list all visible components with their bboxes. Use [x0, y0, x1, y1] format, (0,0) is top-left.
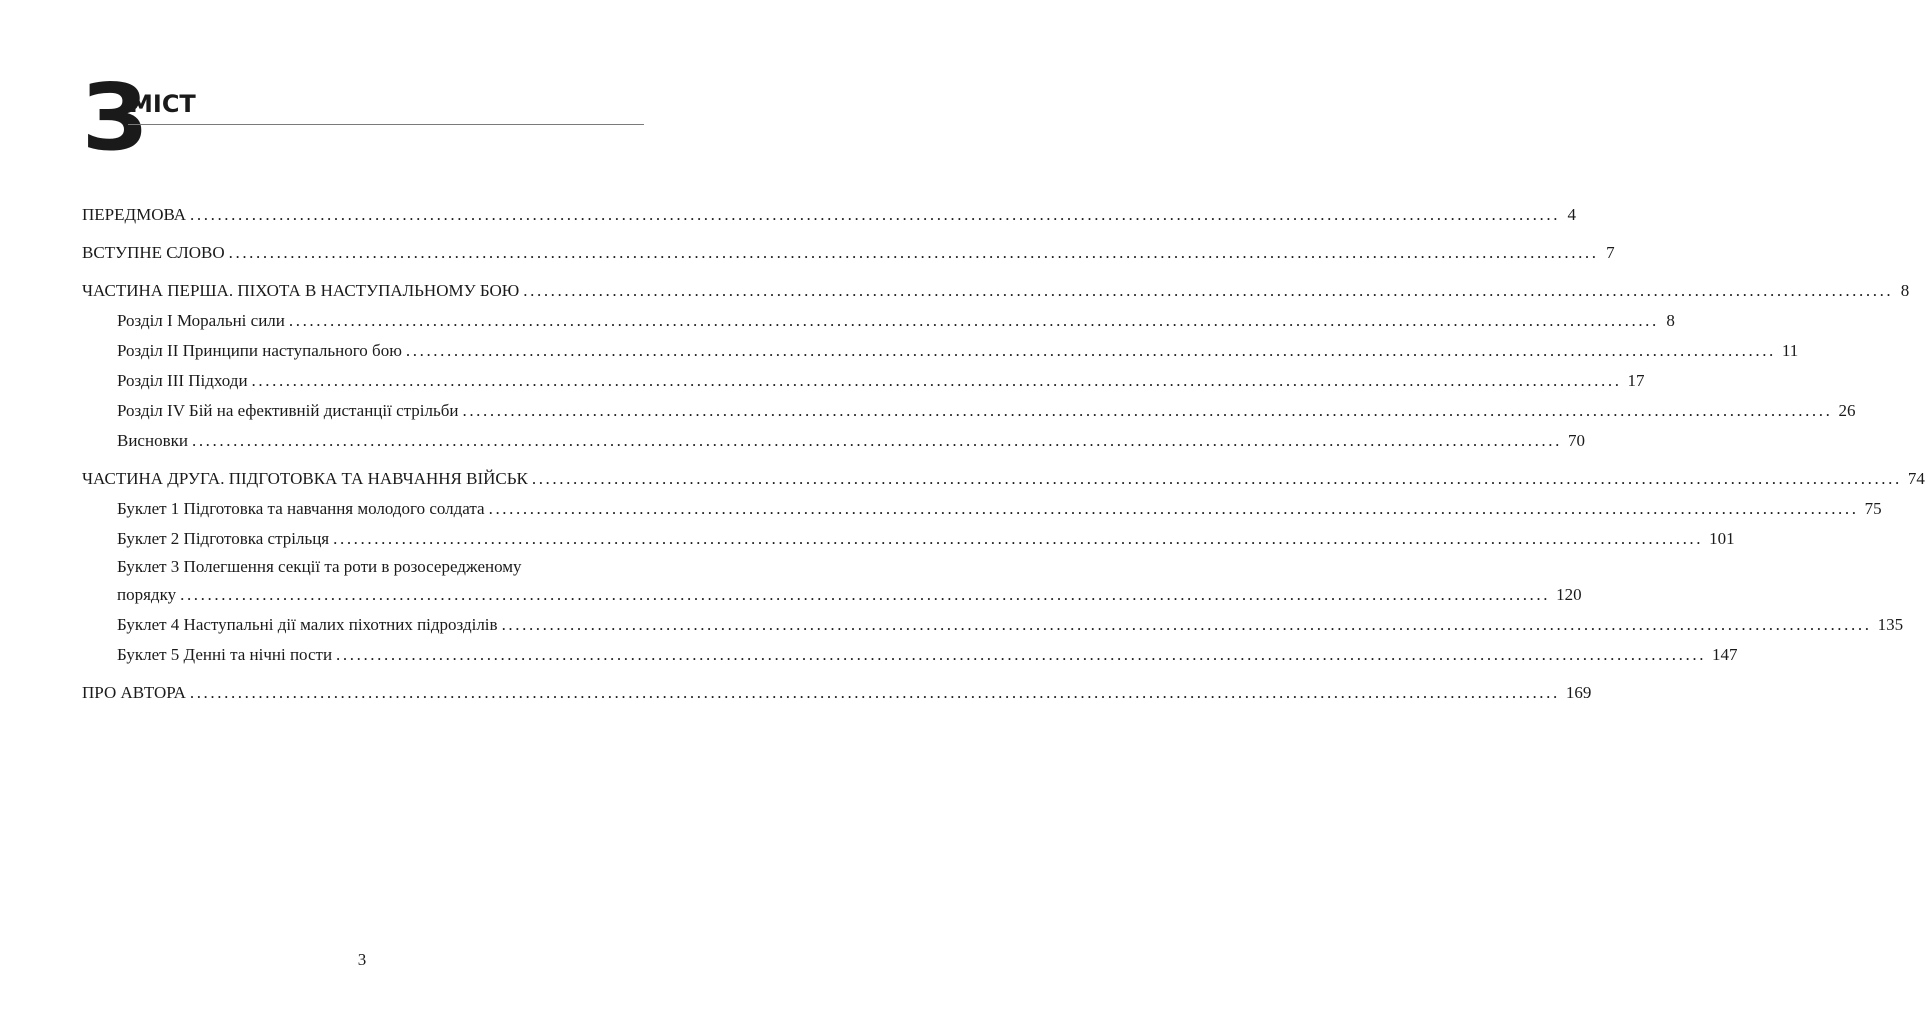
- toc-entry-title: Буклет 4 Наступальні дії малих піхотних підрозділів: [117, 615, 498, 634]
- page-number: 3: [357, 950, 367, 969]
- toc-heading: [82, 64, 644, 171]
- toc-entry-title: Буклет 5 Денні та нічні пости: [117, 645, 333, 664]
- table-of-contents: [82, 200, 1925, 708]
- dot-leader: ........................................................................................................................................................................................................: [288, 311, 1659, 330]
- toc-entry-page: 4: [1567, 205, 1577, 224]
- dot-leader: ........................................................................................................................................................................................................: [405, 341, 1776, 360]
- toc-entry-title: Буклет 1 Підготовка та навчання молодого солдата: [117, 499, 485, 518]
- toc-entry-page: 169: [1565, 683, 1592, 702]
- dot-leader: ........................................................................................................................................................................................................: [180, 585, 1551, 604]
- toc-entry-title: ПЕРЕДМОВА: [82, 205, 187, 224]
- toc-entry-chapter-4[interactable]: [82, 396, 1856, 426]
- dot-leader: ........................................................................................................................................................................................................: [189, 683, 1560, 702]
- toc-entry-page: 101: [1709, 529, 1735, 548]
- dot-leader: ........................................................................................................................................................................................................: [190, 205, 1561, 224]
- toc-entry-intro[interactable]: [82, 238, 1615, 268]
- toc-entry-title: ЧАСТИНА ПЕРША. ПІХОТА В НАСТУПАЛЬНОМУ БОЮ: [82, 281, 520, 300]
- toc-entry-page: 70: [1567, 431, 1585, 450]
- toc-entry-booklet-1[interactable]: [82, 494, 1882, 524]
- toc-entry-conclusions[interactable]: [82, 426, 1585, 456]
- toc-entry-title: ЧАСТИНА ДРУГА. ПІДГОТОВКА ТА НАВЧАННЯ ВІЙСЬК: [82, 469, 528, 488]
- toc-entry-chapter-2[interactable]: [82, 336, 1799, 366]
- toc-entry-booklet-3-line1[interactable]: [82, 554, 642, 580]
- toc-entry-page: 7: [1606, 243, 1615, 262]
- heading-rule: [128, 124, 644, 125]
- toc-entry-chapter-3[interactable]: [82, 366, 1645, 396]
- dot-leader: ........................................................................................................................................................................................................: [251, 371, 1622, 390]
- toc-entry-title: Розділ I Моральні сили: [117, 311, 285, 330]
- dot-leader: ........................................................................................................................................................................................................: [488, 499, 1859, 518]
- toc-entry-title: Розділ IV Бій на ефективній дистанції стрільби: [117, 401, 459, 420]
- toc-entry-foreword[interactable]: [82, 200, 1577, 230]
- toc-entry-about-author[interactable]: [82, 678, 1592, 708]
- toc-entry-title: Розділ III Підходи: [117, 371, 248, 390]
- toc-entry-title: Висновки: [117, 431, 188, 450]
- toc-entry-title: Буклет 2 Підготовка стрільця: [117, 529, 330, 548]
- toc-entry-title: порядку: [117, 585, 177, 604]
- toc-entry-page: 17: [1627, 371, 1645, 390]
- toc-entry-chapter-1[interactable]: [82, 306, 1675, 336]
- dot-leader: ........................................................................................................................................................................................................: [333, 529, 1704, 548]
- dot-leader: ........................................................................................................................................................................................................: [191, 431, 1562, 450]
- toc-entry-page: 26: [1838, 401, 1856, 420]
- toc-entry-page: 75: [1864, 499, 1882, 518]
- toc-entry-booklet-5[interactable]: [82, 640, 1738, 670]
- dot-leader: ........................................................................................................................................................................................................: [523, 281, 1894, 300]
- toc-entry-part-one[interactable]: [82, 276, 1910, 306]
- toc-entry-page: 74: [1907, 469, 1925, 488]
- dot-leader: ........................................................................................................................................................................................................: [228, 243, 1599, 262]
- toc-entry-booklet-4[interactable]: [82, 610, 1904, 640]
- toc-entry-page: 120: [1556, 585, 1582, 604]
- toc-entry-booklet-3[interactable]: [82, 580, 1582, 610]
- toc-entry-title: ПРО АВТОРА: [82, 683, 186, 702]
- heading-text: МІСТ: [129, 90, 196, 118]
- toc-entry-page: 147: [1712, 645, 1738, 664]
- toc-entry-page: 135: [1877, 615, 1904, 634]
- toc-entry-title: ВСТУПНЕ СЛОВО: [82, 243, 225, 262]
- dot-leader: ........................................................................................................................................................................................................: [531, 469, 1902, 488]
- toc-entry-title: Розділ II Принципи наступального бою: [117, 341, 402, 360]
- toc-entry-page: 8: [1666, 311, 1675, 330]
- toc-entry-booklet-2[interactable]: [82, 524, 1735, 554]
- toc-entry-part-two[interactable]: [82, 464, 1925, 494]
- dot-leader: ........................................................................................................................................................................................................: [336, 645, 1707, 664]
- toc-entry-title: Буклет 3 Полегшення секції та роти в розосередженому: [117, 557, 522, 576]
- toc-entry-page: 8: [1900, 281, 1910, 300]
- dot-leader: ........................................................................................................................................................................................................: [501, 615, 1872, 634]
- toc-entry-page: 11: [1781, 341, 1799, 360]
- heading-initial: З: [82, 64, 146, 171]
- dot-leader: ........................................................................................................................................................................................................: [462, 401, 1833, 420]
